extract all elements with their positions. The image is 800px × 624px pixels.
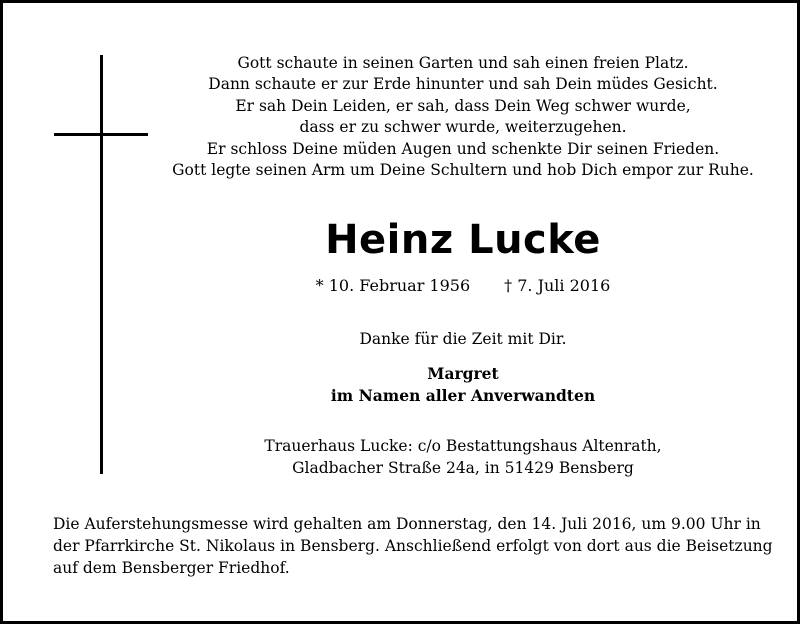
poem-line: Er schloss Deine müden Augen und schenkte Dir seinen Frieden. <box>206 139 720 158</box>
birth-date: * 10. Februar 1956 <box>315 276 471 295</box>
signature-relatives: im Namen aller Anverwandten <box>330 386 596 405</box>
funeral-info-line: Die Auferstehungsmesse wird gehalten am Donnerstag, den 14. Juli 2016, um 9.00 Uhr in <box>53 515 761 533</box>
funeral-info <box>53 513 773 579</box>
poem-line: dass er zu schwer wurde, weiterzugehen. <box>299 118 627 137</box>
address-line: Gladbacher Straße 24a, in 51429 Bensberg <box>292 459 634 477</box>
cross-icon-horizontal-bar <box>54 133 148 136</box>
poem-line: Er sah Dein Leiden, er sah, dass Dein Weg schwer wurde, <box>235 96 691 115</box>
death-date: † 7. Juli 2016 <box>504 276 611 295</box>
deceased-name: Heinz Lucke <box>325 217 601 263</box>
life-dates <box>163 275 763 297</box>
cross-icon-vertical-bar <box>100 55 103 474</box>
funeral-info-line: auf dem Bensberger Friedhof. <box>53 559 290 577</box>
poem <box>153 53 773 181</box>
mourning-address <box>163 435 763 479</box>
signature <box>163 363 763 407</box>
poem-line: Gott schaute in seinen Garten und sah einen freien Platz. <box>237 54 689 72</box>
signature-name: Margret <box>427 364 499 383</box>
poem-line: Gott legte seinen Arm um Deine Schultern und hob Dich empor zur Ruhe. <box>172 161 754 180</box>
thanks-line: Danke für die Zeit mit Dir. <box>359 330 567 348</box>
address-line: Trauerhaus Lucke: c/o Bestattungshaus Altenrath, <box>264 437 662 455</box>
funeral-info-line: der Pfarrkirche St. Nikolaus in Bensberg. Anschließend erfolgt von dort aus die Beisetzung <box>53 537 773 555</box>
poem-line: Dann schaute er zur Erde hinunter und sah Dein müdes Gesicht. <box>208 75 718 94</box>
